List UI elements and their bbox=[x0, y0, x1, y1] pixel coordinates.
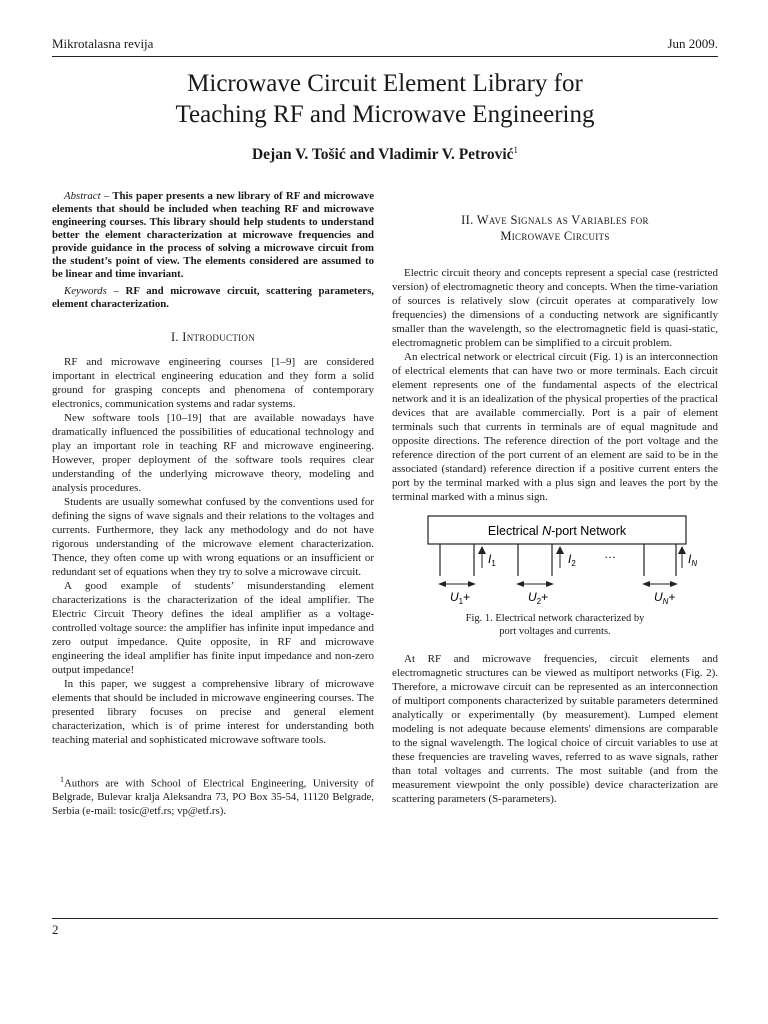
voltage-n-arrowhead-left bbox=[642, 581, 650, 587]
current-2-label: $I_2$ bbox=[568, 552, 576, 568]
section-2-title-line-1: II. Wave Signals as Variables for bbox=[461, 213, 649, 227]
voltage-2-arrowhead-left bbox=[516, 581, 524, 587]
section-heading-wave-signals bbox=[392, 212, 718, 244]
intro-paragraph-3: Students are usually somewhat confused by the conventions used for defining the signs of wave signals and their relations to the voltages and currents. Furthermore, they lack any methodology and do not have rigorous understanding of the microwave element characterization. Thence, they often come up with wrong equations or an insufficient or redundant set of equations when they try to solve a microwave circuit. bbox=[52, 496, 374, 578]
voltage-1-label: $U_1+$ bbox=[450, 590, 471, 606]
intro-paragraph-4: A good example of students’ misunderstanding element characterizations is the characterization of the ideal amplifier. The Electric Circuit Theory defines the ideal amplifier as a voltage-controlled voltage source: the amplifier has infinite input impedance and zero output impedance. Quite opposite, in RF and microwave engineering the ideal amplifier has finite input impedance and non-zero output impedance! bbox=[52, 580, 374, 676]
section-heading-introduction: I. Introduction bbox=[170, 330, 256, 344]
section-2-paragraph-1: Electric circuit theory and concepts represent a special case (restricted version) of electromagnetic theory and concepts. When the time-variation of sources is relatively slow (circuit operates at comparatively low frequencies) the dimensions of a conducting network are significantly smaller than the wavelength, so the electromagnetic field is quasi-static, electromagnetic problem can be simplified to a circuit problem. bbox=[392, 267, 718, 349]
page-number: 2 bbox=[52, 922, 59, 937]
network-box-label: Electrical N-port Network bbox=[487, 524, 627, 538]
figure-1 bbox=[392, 512, 718, 612]
paper-title bbox=[52, 68, 718, 130]
figure-1-caption bbox=[392, 612, 718, 638]
abstract-text: This paper presents a new library of RF and microwave elements that should be included when teaching RF and microwave engineering courses. This library should help students to understand better the element characterization at microwave frequencies and provide guidance in the process of solving a microwave circuit from the student’s point of view. The elements considered are assumed to be linear and time invariant. bbox=[52, 190, 374, 280]
figure-1-caption-line-2: port voltages and currents. bbox=[499, 626, 611, 637]
abstract-lead: Abstract – bbox=[64, 190, 110, 202]
footer-rule bbox=[52, 918, 718, 919]
figure-1-caption-line-1: Fig. 1. Electrical network characterized by bbox=[465, 613, 645, 624]
left-column bbox=[52, 190, 374, 818]
voltage-1-arrowhead-left bbox=[438, 581, 446, 587]
running-header bbox=[52, 34, 718, 57]
intro-paragraph-1: RF and microwave engineering courses [1–9] are considered important in electrical engineering education and they form a solid ground for grasping concepts and phenomena of contemporary electronics, communication systems and radar systems. bbox=[52, 356, 374, 410]
ports-ellipsis: … bbox=[604, 547, 616, 561]
section-2-title-line-2: Microwave Circuits bbox=[500, 229, 610, 243]
paper-title-line-2: Teaching RF and Microwave Engineering bbox=[175, 101, 595, 128]
voltage-n-label: $U_N+$ bbox=[654, 590, 676, 606]
intro-paragraph-2: New software tools [10–19] that are available nowadays have dramatically influenced the possibilities of educational technology and play an important role in teaching RF and microwave engineering. However, proper deployment of the software tools requires clear understanding of the underlying microwave theory, modeling and analysis procedures. bbox=[52, 412, 374, 494]
paper-title-line-1: Microwave Circuit Element Library for bbox=[187, 70, 583, 97]
voltage-2-label: $U_2+$ bbox=[528, 590, 549, 606]
keywords-lead: Keywords – bbox=[64, 285, 119, 297]
current-n-arrowhead bbox=[678, 546, 686, 554]
current-2-arrowhead bbox=[556, 546, 564, 554]
footnote-mark: 1 bbox=[60, 775, 64, 784]
voltage-2-arrowhead-right bbox=[546, 581, 554, 587]
section-2-paragraph-2: An electrical network or electrical circuit (Fig. 1) is an interconnection of electrical elements that can have two or more terminals. Each circuit element represents one of the fundamental aspects of the electrical network and it is an idealization of the physical properties of the practical devices that are available commercially. Port is a pair of element terminals such that currents in terminals are of equal magnitude and opposite directions. The reference direction of the port voltage and the reference direction of the port current of an element are said to be in the associated (standard) reference direction if a positive current enters the port by the terminal marked with a plus sign and leaves the port by the terminal marked with a minus sign. bbox=[392, 351, 718, 503]
right-column bbox=[392, 212, 718, 806]
author-names: Dejan V. Tošić and Vladimir V. Petrović bbox=[251, 146, 514, 164]
abstract bbox=[52, 190, 374, 281]
footnote-text: Authors are with School of Electrical Engineering, University of Belgrade, Bulevar kralja Aleksandra 73, PO Box 35-54, 11120 Belgrade, Serbia (e-mail: tosic@etf.rs; vp@etf.rs). bbox=[52, 777, 374, 817]
keywords bbox=[52, 285, 374, 311]
voltage-1-arrowhead-right bbox=[468, 581, 476, 587]
keywords-text: RF and microwave circuit, scattering parameters, element characterization. bbox=[52, 285, 375, 310]
voltage-n-arrowhead-right bbox=[670, 581, 678, 587]
authors bbox=[52, 145, 718, 164]
figure-1-diagram bbox=[392, 512, 718, 612]
author-footnote bbox=[52, 773, 374, 818]
journal-name: Mikrotalasna revija bbox=[52, 36, 154, 51]
intro-paragraph-5: In this paper, we suggest a comprehensive library of microwave elements that should be included in microwave engineering courses. The presented library focuses on precise and general element characterization, which is of prime interest for understanding both teaching material and sophisticated microwave software tools. bbox=[52, 678, 374, 746]
issue-date: Jun 2009. bbox=[667, 36, 718, 51]
current-1-arrowhead bbox=[478, 546, 486, 554]
author-footnote-mark: 1 bbox=[513, 145, 519, 155]
section-2-paragraph-3: At RF and microwave frequencies, circuit elements and electromagnetic structures can be viewed as multiport networks (Fig. 2). Therefore, a microwave circuit can be represented as an interconnection of multiport components characterized by suitable parameters determined analytically or experimentally (by measurement). Lumped element modeling is not adequate because elements' dimensions are comparable to the signal wavelength. The logical choice of circuit variables to use at these frequencies are traveling waves, referred to as wave signals, rather than total voltages and currents. The most suitable (and from the measurement viewpoint the only possible) device characterization are scattering parameters (S-parameters). bbox=[392, 653, 718, 805]
current-1-label: $I_1$ bbox=[488, 552, 496, 568]
current-n-label: $I_N$ bbox=[688, 552, 698, 568]
